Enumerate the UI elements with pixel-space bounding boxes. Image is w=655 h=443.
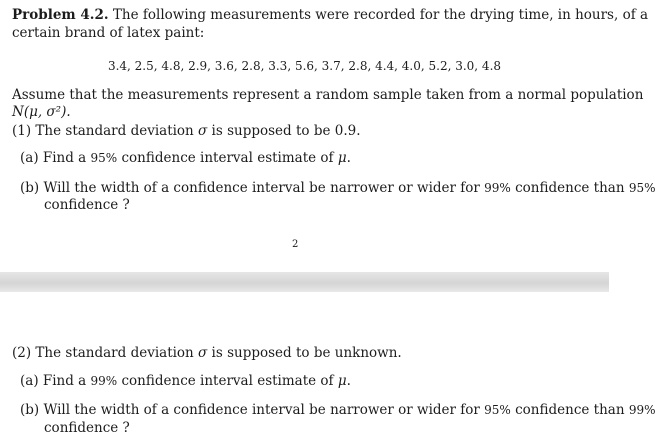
question-1a: (a) Find a 95% confidence interval estimate of μ. (20, 150, 351, 166)
assumption-line: Assume that the measurements represent a random sample taken from a normal population (12, 87, 644, 103)
normal-distribution-notation: N(μ, σ²). (12, 104, 71, 120)
measurement-data-list: 3.4, 2.5, 4.8, 2.9, 3.6, 2.8, 3.3, 5.6, 3.7, 2.8, 4.4, 4.0, 5.2, 3.0, 4.8 (107, 59, 502, 73)
confidence-95-percent: 95% (90, 151, 118, 165)
confidence-99-percent: 99% (90, 374, 118, 388)
problem-intro-text: The following measurements were recorded for the drying time, in hours, of a (112, 7, 649, 23)
question-2a: (a) Find a 99% confidence interval estimate of μ. (20, 373, 351, 389)
confidence-95-percent: 95% (628, 181, 655, 195)
problem-intro-line-2: certain brand of latex paint: (12, 25, 205, 41)
question-2b-line-2: confidence ? (44, 420, 130, 436)
problem-label: Problem 4.2. (12, 7, 109, 23)
part-2-heading: (2) The standard deviation σ is supposed to be unknown. (12, 345, 402, 361)
question-1b-line-2: confidence ? (44, 197, 130, 213)
confidence-95-percent: 95% (484, 403, 511, 417)
confidence-99-percent: 99% (484, 181, 511, 195)
problem-intro-line-1 (12, 7, 648, 24)
question-2b-line-1: (b) Will the width of a confidence interval be narrower or wider for 95% confidence than 99% (20, 402, 655, 418)
mu-symbol: μ (337, 150, 347, 166)
page-break-divider (0, 272, 609, 292)
question-1b-line-1: (b) Will the width of a confidence interval be narrower or wider for 99% confidence than 95% (20, 180, 655, 196)
page-number: 2 (292, 239, 299, 250)
sigma-symbol: σ (198, 123, 208, 139)
part-1-heading: (1) The standard deviation σ is supposed to be 0.9. (12, 123, 361, 139)
document-page-2 (0, 292, 655, 443)
mu-symbol: μ (337, 373, 347, 389)
confidence-99-percent: 99% (628, 403, 655, 417)
sigma-symbol: σ (198, 345, 208, 361)
